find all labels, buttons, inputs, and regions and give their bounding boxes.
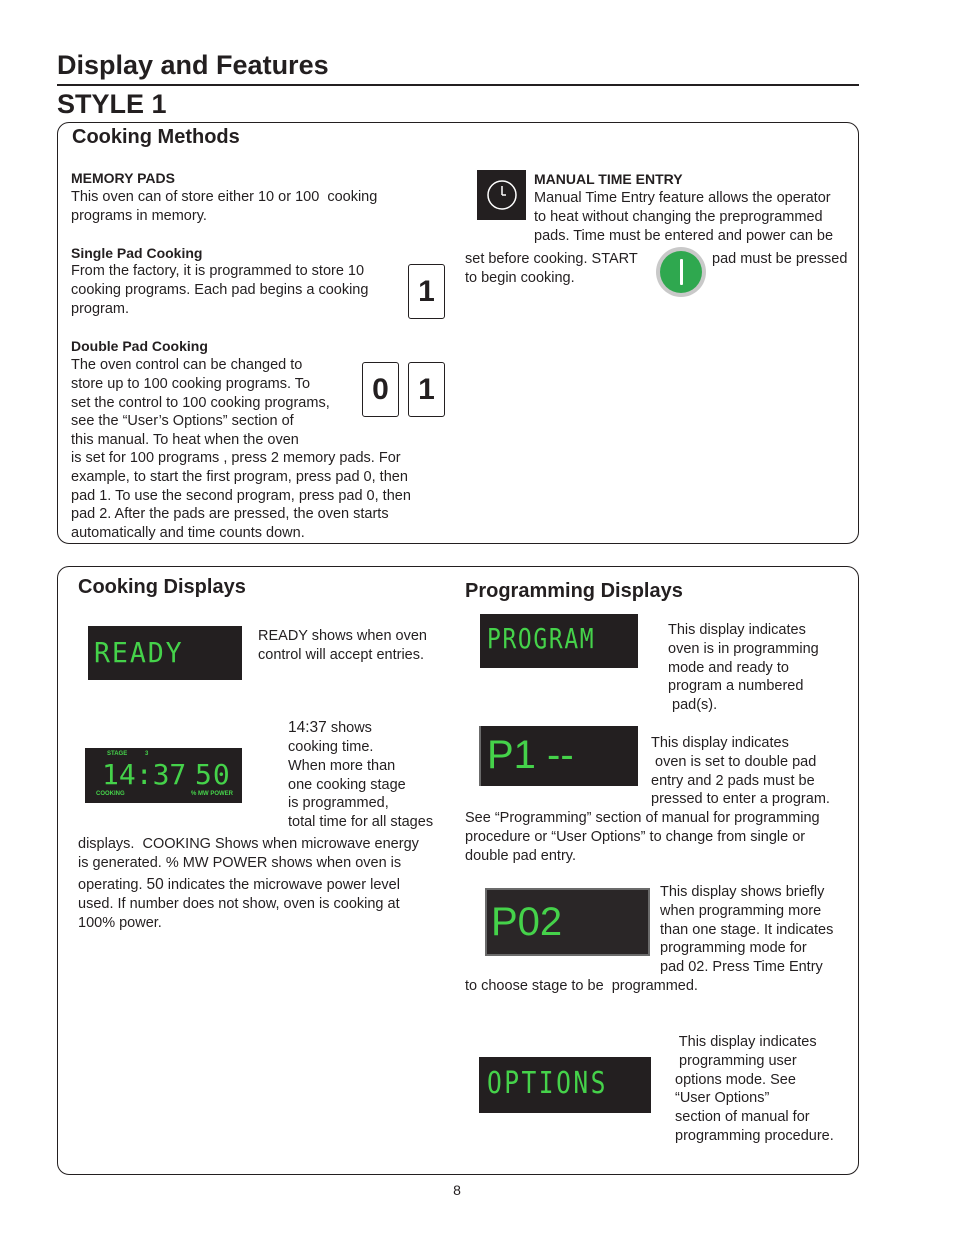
- mw-power-label: % MW POWER: [191, 791, 233, 797]
- options-display: [479, 1057, 651, 1113]
- single-pad-heading: Single Pad Cooking: [71, 245, 203, 261]
- p1-side-text: This display indicates oven is set to double pad entry and 2 pads must be pressed to enter a program.: [651, 735, 830, 808]
- program-description: This display indicates oven is in programming mode and ready to program a numbered pad(s).: [668, 622, 819, 714]
- double-pad-heading: Double Pad Cooking: [71, 338, 208, 354]
- page-title: Display and Features: [57, 50, 329, 80]
- cooking-time-heading-text: [288, 719, 372, 738]
- style-heading: STYLE 1: [57, 89, 167, 119]
- memory-pad-1: 1: [408, 264, 445, 319]
- p02-display-text: P02: [491, 900, 563, 944]
- p02-bottom-text: to choose stage to be programmed.: [465, 978, 698, 994]
- memory-pad-0: 0: [362, 362, 399, 417]
- manual-time-text-top: Manual Time Entry feature allows the operator to heat without changing the preprogrammed pads. Time must be entered and power can be: [534, 190, 834, 244]
- start-button-icon: [656, 247, 706, 297]
- programming-displays-title: Programming Displays: [465, 580, 683, 602]
- manual-time-text-left: set before cooking. START to begin cooking.: [465, 251, 638, 286]
- options-display-text: OPTIONS: [487, 1066, 608, 1101]
- memory-pads-text: This oven can of store either 10 or 100 cooking programs in memory.: [71, 189, 378, 224]
- cooking-label: COOKING: [96, 791, 125, 797]
- cooking-displays-title: Cooking Displays: [78, 576, 246, 598]
- double-pad-text-top: The oven control can be changed to store up to 100 cooking programs. To set the control to 100 cooking programs, see the “User’s Options” section of this manual. To heat when the oven: [71, 357, 330, 449]
- operating-text: operating.: [78, 877, 147, 893]
- p02-side-text: This display shows briefly when programming more than one stage. It indicates programming mode for pad 02. Press Time Entry: [660, 884, 834, 976]
- cooking-time-sample: 14:37: [288, 719, 327, 736]
- manual-time-text-right: pad must be pressed: [712, 251, 848, 267]
- memory-pads-heading: MEMORY PADS: [71, 170, 175, 186]
- options-description: This display indicates programming user options mode. See “User Options” section of manual for programming procedure.: [675, 1034, 834, 1144]
- p02-display: [485, 888, 650, 956]
- cooking-time-shows: shows: [326, 720, 372, 736]
- cooking-time-bottom-text-1: displays. COOKING Shows when microwave energy is generated. % MW POWER shows when oven is: [78, 836, 419, 871]
- ready-description: READY shows when oven control will accept entries.: [258, 628, 427, 663]
- memory-pad-1b: 1: [408, 362, 445, 417]
- p1-bottom-text: See “Programming” section of manual for programming procedure or “User Options” to change from single or double pad entry.: [465, 810, 820, 864]
- double-pad-text-bottom: is set for 100 programs , press 2 memory pads. For example, to start the first program, press pad 0, then pad 1. To use the second program, press pad 0, then pad 2. After the pads are pressed, the oven starts automatically and time counts down.: [71, 450, 411, 542]
- power-sample: 50: [146, 876, 164, 893]
- program-display-text: PROGRAM: [487, 622, 596, 655]
- p1-display-text: P1 --: [487, 733, 574, 777]
- power-level-value: 50: [195, 758, 231, 791]
- cooking-time-bottom-text-2: [78, 876, 400, 895]
- cooking-time-value: 14:37: [102, 758, 187, 791]
- page-number: 8: [453, 1182, 461, 1198]
- power-level-text: indicates the microwave power level: [163, 877, 400, 893]
- title-rule: [57, 84, 859, 86]
- manual-time-heading: MANUAL TIME ENTRY: [534, 171, 683, 187]
- cooking-time-display: [85, 748, 242, 803]
- clock-icon: [477, 170, 526, 220]
- stage-number: 3: [145, 751, 149, 757]
- p1-display: [479, 726, 638, 786]
- single-pad-text: From the factory, it is programmed to store 10 cooking programs. Each pad begins a cooking program.: [71, 263, 369, 317]
- ready-display-text: READY: [94, 636, 184, 669]
- ready-display: [88, 626, 242, 680]
- cooking-time-side-text: cooking time. When more than one cooking stage is programmed, total time for all stages: [288, 739, 434, 831]
- program-display: [480, 614, 638, 668]
- stage-label: STAGE: [107, 751, 128, 757]
- cooking-methods-title: Cooking Methods: [72, 126, 240, 148]
- cooking-time-bottom-text-3: used. If number does not show, oven is cooking at 100% power.: [78, 896, 400, 931]
